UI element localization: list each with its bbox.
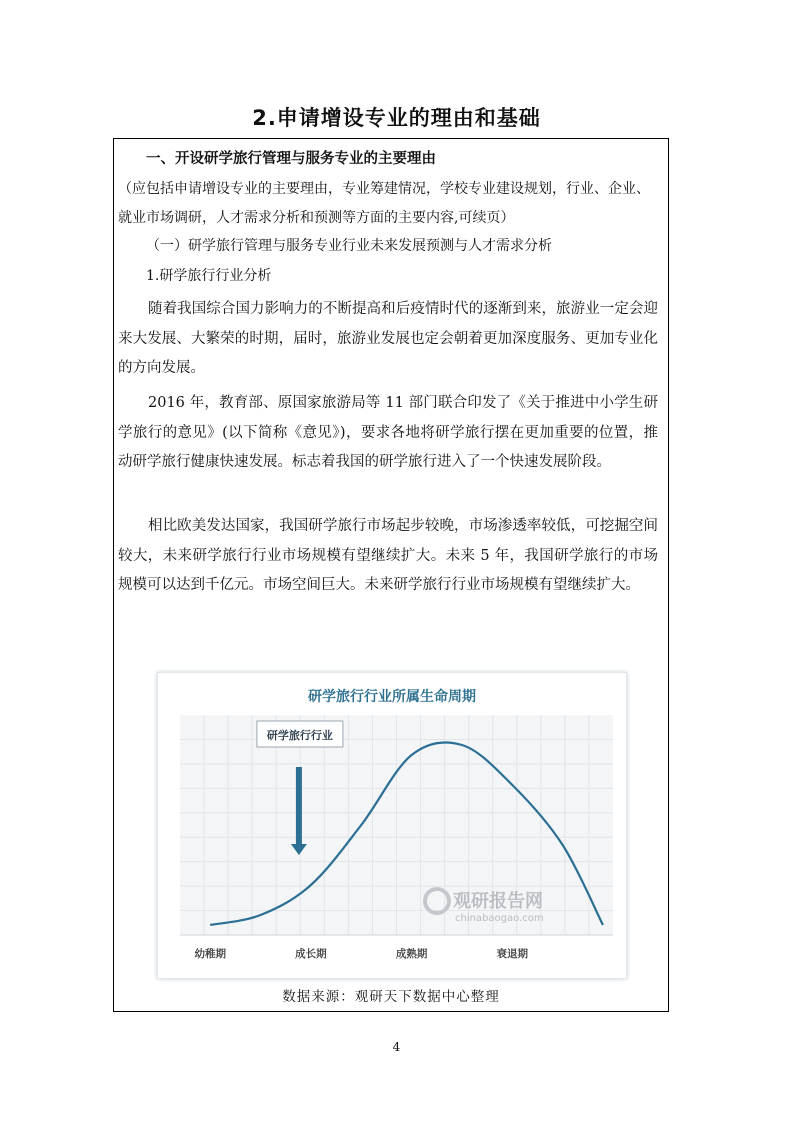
chart-title: 研学旅行行业所属生命周期 (308, 689, 476, 705)
x-tick-label: 幼稚期 (194, 948, 226, 960)
x-tick-label: 成长期 (295, 948, 327, 960)
annotation-arrow-shaft (296, 767, 302, 845)
paragraph: 相比欧美发达国家，我国研学旅行市场起步较晚，市场渗透率较低，可挖掘空间较大，未来研学旅行行业市场规模有望继续扩大。未来 5 年，我国研学旅行的市场规模可以达到千亿元。市场空间巨大。未来研学旅行行业市场规模有望继续扩大。 (118, 518, 658, 593)
content-frame (113, 138, 669, 1012)
paragraph: 随着我国综合国力影响力的不断提高和后疫情时代的逐渐到来，旅游业一定会迎来大发展、大繁荣的时期，届时，旅游业发展也定会朝着更加深度服务、更加专业化的方向发展。 (118, 301, 658, 376)
watermark-text: 观研报告网 (452, 891, 543, 912)
instruction-note: （应包括申请增设专业的主要理由，专业筹建情况，学校专业建设规划，行业、企业、就业市场调研，人才需求分析和预测等方面的主要内容,可续页） (118, 181, 650, 226)
paragraph: 2016 年，教育部、原国家旅游局等 11 部门联合印发了《关于推进中小学生研学旅行的意见》(以下简称《意见》)，要求各地将研学旅行摆在更加重要的位置，推动研学旅行健康快速发展。标志着我国的研学旅行进入了一个快速发展阶段。 (118, 395, 658, 470)
heading-main-reasons: 一、开设研学旅行管理与服务专业的主要理由 (146, 151, 436, 167)
annotation-label: 研学旅行行业 (266, 729, 333, 742)
x-tick-label: 衰退期 (496, 948, 529, 960)
x-tick-label: 成熟期 (395, 948, 428, 960)
page-number: 4 (392, 1040, 401, 1054)
subheading-industry-analysis: 1.研学旅行行业分析 (146, 268, 272, 284)
section-title: 2.申请增设专业的理由和基础 (252, 106, 541, 130)
lifecycle-chart (157, 672, 627, 979)
subheading-forecast: （一）研学旅行管理与服务专业行业未来发展预测与人才需求分析 (146, 238, 552, 254)
watermark-url: chinabaogao.com (454, 913, 544, 924)
lifecycle-chart-svg (158, 673, 626, 978)
data-source-note: 数据来源：观研天下数据中心整理 (282, 989, 500, 1005)
